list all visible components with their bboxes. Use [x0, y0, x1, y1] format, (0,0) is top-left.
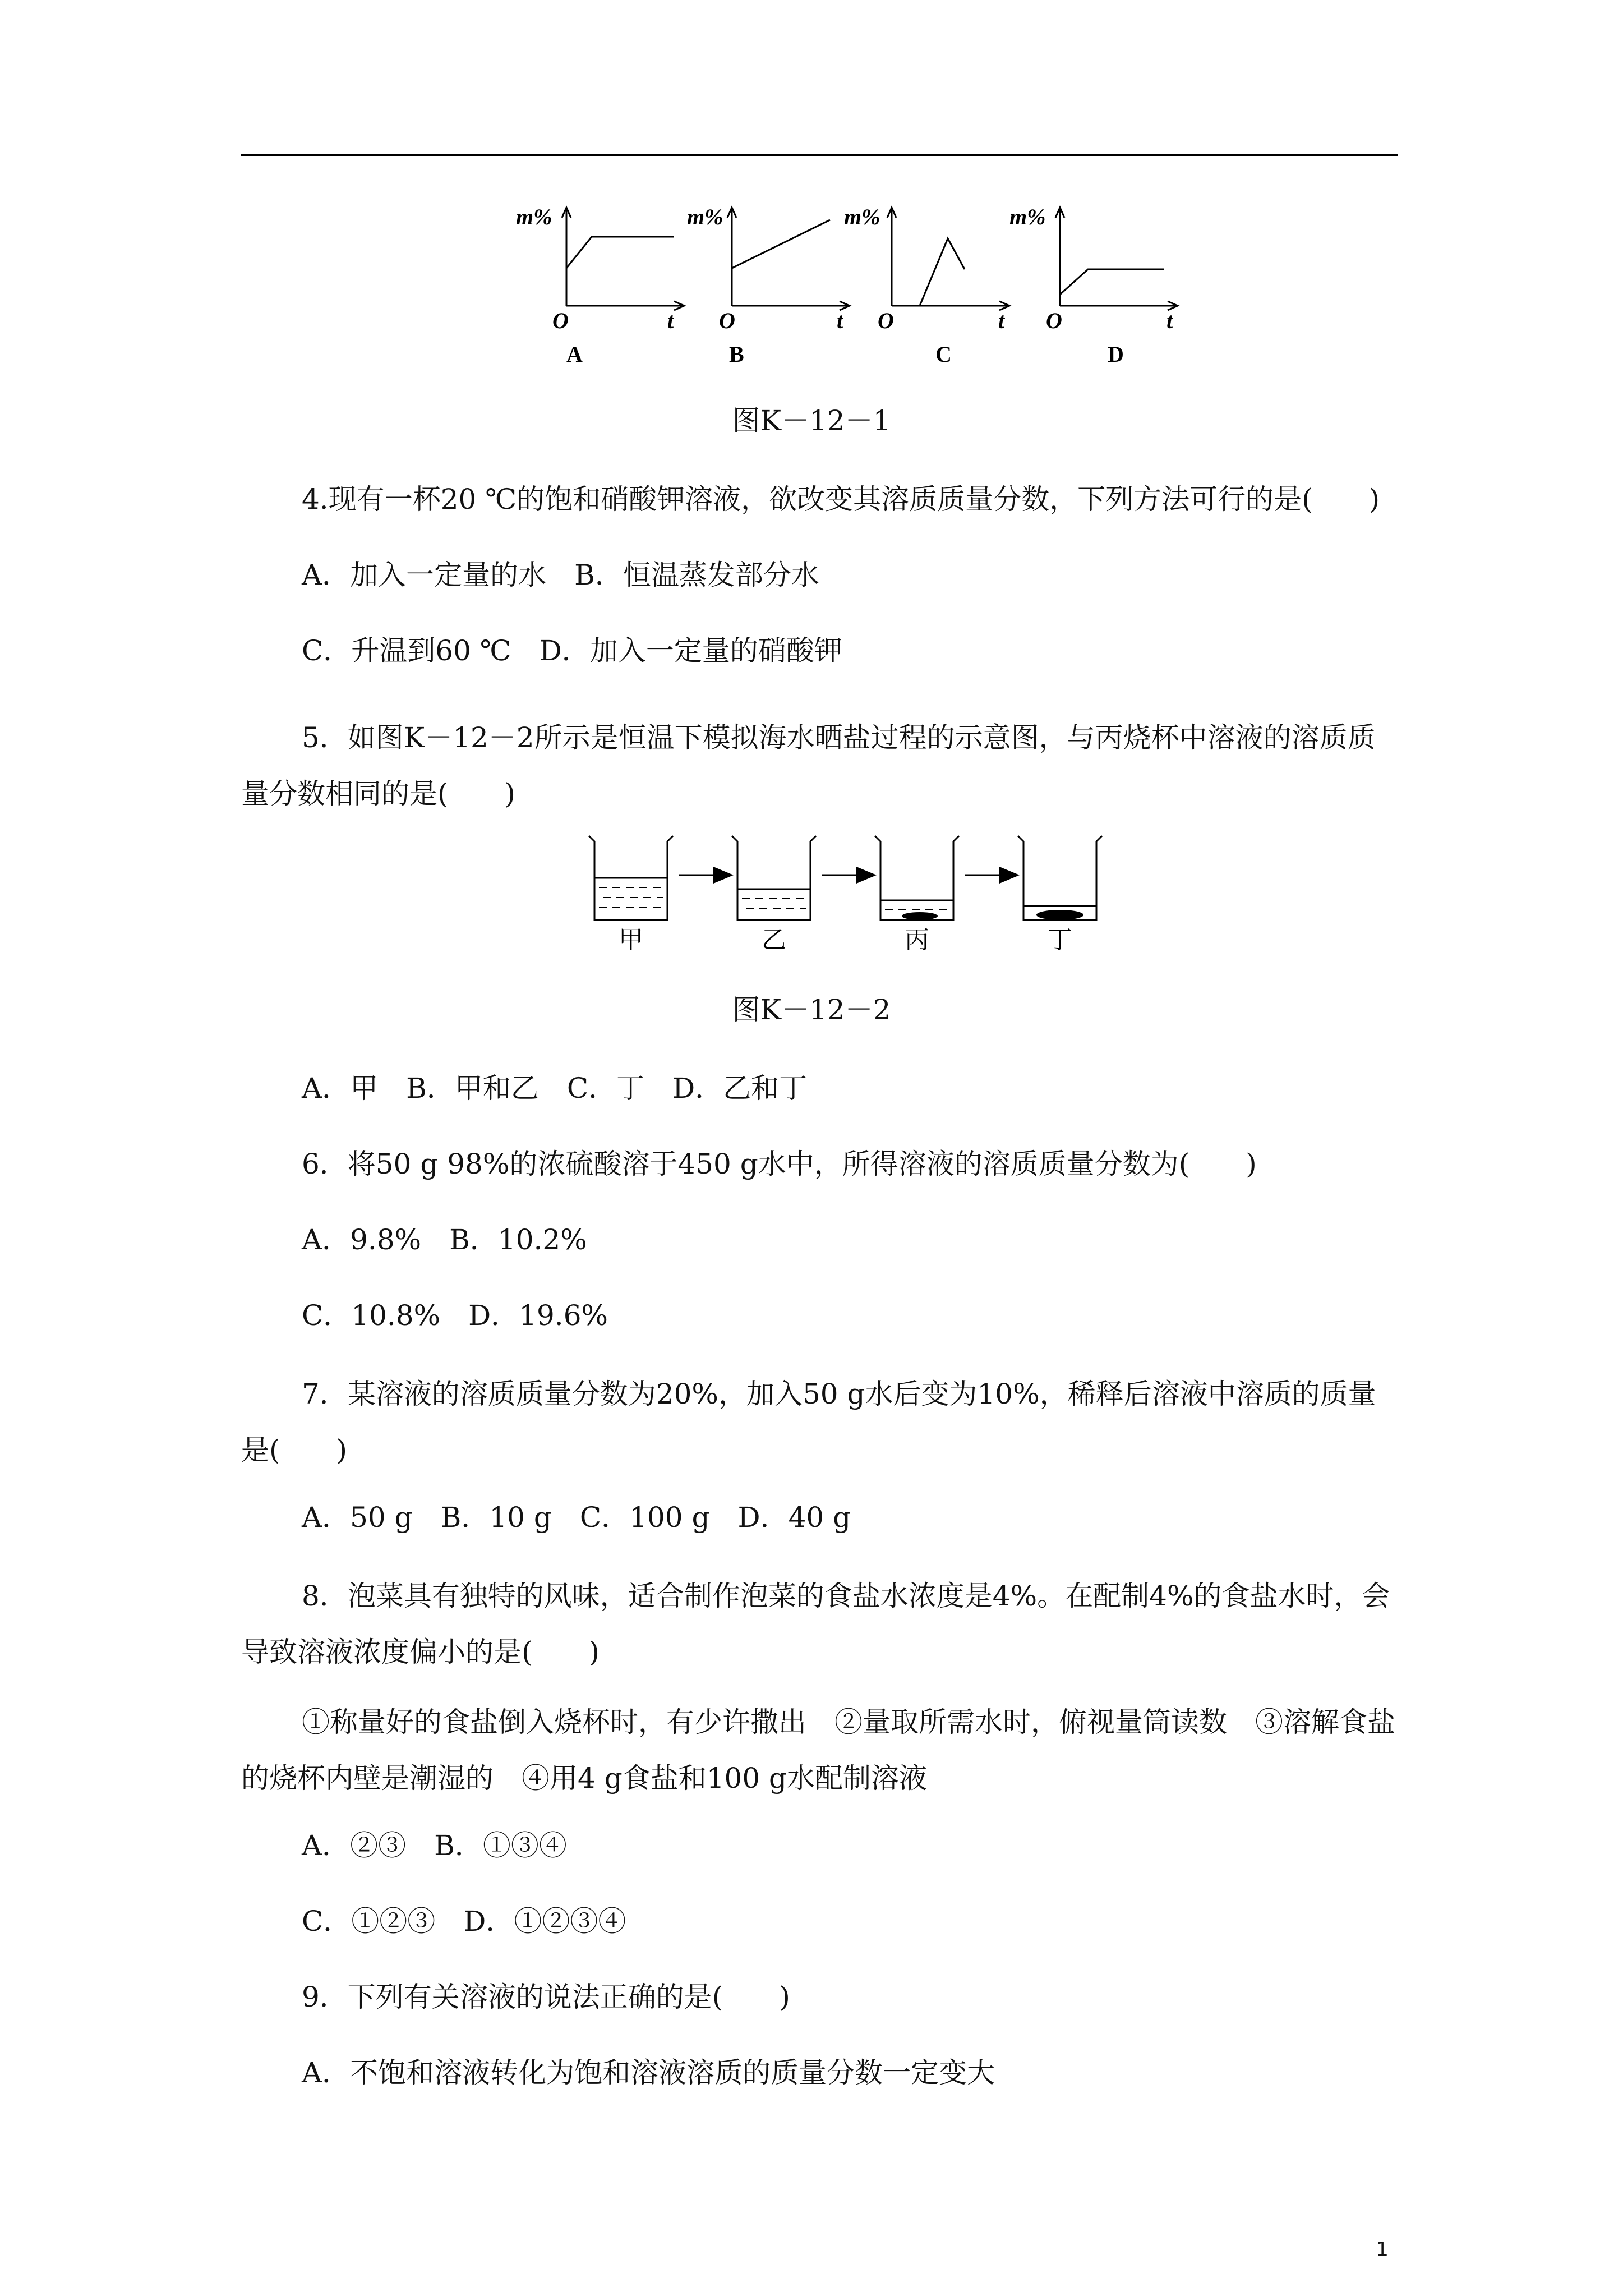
q6-options-ab: A．9.8% B．10.2% [302, 1223, 587, 1256]
beaker-label-yi: 乙 [762, 926, 786, 954]
q4-options-ab: A．加入一定量的水 B．恒温蒸发部分水 [302, 559, 819, 591]
graph-d-ylabel: m% [1009, 204, 1046, 229]
graph-b-xlabel: t [837, 308, 843, 333]
q8-options-ab: A．②③ B．①③④ [302, 1829, 567, 1862]
beaker-label-bing: 丙 [905, 926, 929, 954]
figure-k-12-2-beakers [0, 0, 1623, 1010]
q5-options: A．甲 B．甲和乙 C．丁 D．乙和丁 [302, 1072, 808, 1105]
q8-options-cd: C．①②③ D．①②③④ [302, 1905, 626, 1938]
q8-items: ①称量好的食盐倒入烧杯时，有少许撒出 ②量取所需水时，俯视量筒读数 ③溶解食盐的烧杯内壁是潮湿的 ④用4 g食盐和100 g水配制溶液 [241, 1706, 1395, 1795]
beaker-label-jia: 甲 [619, 926, 643, 954]
graph-c-xlabel: t [998, 308, 1005, 333]
graph-c-origin: O [878, 308, 894, 333]
q6-options-cd: C．10.8% D．19.6% [302, 1299, 608, 1332]
figure-k-12-1-caption: 图K－12－1 [732, 404, 891, 437]
graph-b-origin: O [719, 308, 735, 333]
q4-stem: 4.现有一杯20 ℃的饱和硝酸钾溶液，欲改变其溶质质量分数，下列方法可行的是( ) [302, 483, 1380, 516]
q4-options-cd: C．升温到60 ℃ D．加入一定量的硝酸钾 [302, 634, 842, 667]
q5-stem: 5．如图K－12－2所示是恒温下模拟海水晒盐过程的示意图，与丙烧杯中溶液的溶质质量分数相同的是( ) [241, 721, 1376, 810]
q8-stem: 8．泡菜具有独特的风味，适合制作泡菜的食盐水浓度是4%。在配制4%的食盐水时，会导致溶液浓度偏小的是( ) [241, 1580, 1390, 1668]
graph-a-origin: O [552, 308, 569, 333]
q9-stem: 9．下列有关溶液的说法正确的是( ) [302, 1981, 790, 2013]
graph-a-ylabel: m% [516, 204, 552, 229]
graph-a-letter: A [566, 342, 583, 367]
figure-k-12-2-caption: 图K－12－2 [732, 993, 891, 1026]
graph-a-xlabel: t [667, 308, 674, 333]
graph-c-ylabel: m% [844, 204, 880, 229]
beaker-label-ding: 丁 [1048, 926, 1072, 954]
q7-options: A．50 g B．10 g C．100 g D．40 g [302, 1501, 851, 1534]
q6-stem: 6．将50 g 98%的浓硫酸溶于450 g水中，所得溶液的溶质质量分数为( ) [302, 1148, 1257, 1180]
q7-stem: 7．某溶液的溶质质量分数为20%，加入50 g水后变为10%，稀释后溶液中溶质的质量是( ) [241, 1378, 1376, 1466]
graph-b-ylabel: m% [687, 204, 723, 229]
graph-d-letter: D [1108, 342, 1124, 367]
graph-b-letter: B [729, 342, 744, 367]
graph-d-origin: O [1046, 308, 1062, 333]
graph-c-letter: C [935, 342, 952, 367]
graph-d-xlabel: t [1166, 308, 1173, 333]
page-number: 1 [1376, 2238, 1389, 2261]
q9-option-a: A．不饱和溶液转化为饱和溶液溶质的质量分数一定变大 [302, 2056, 995, 2089]
